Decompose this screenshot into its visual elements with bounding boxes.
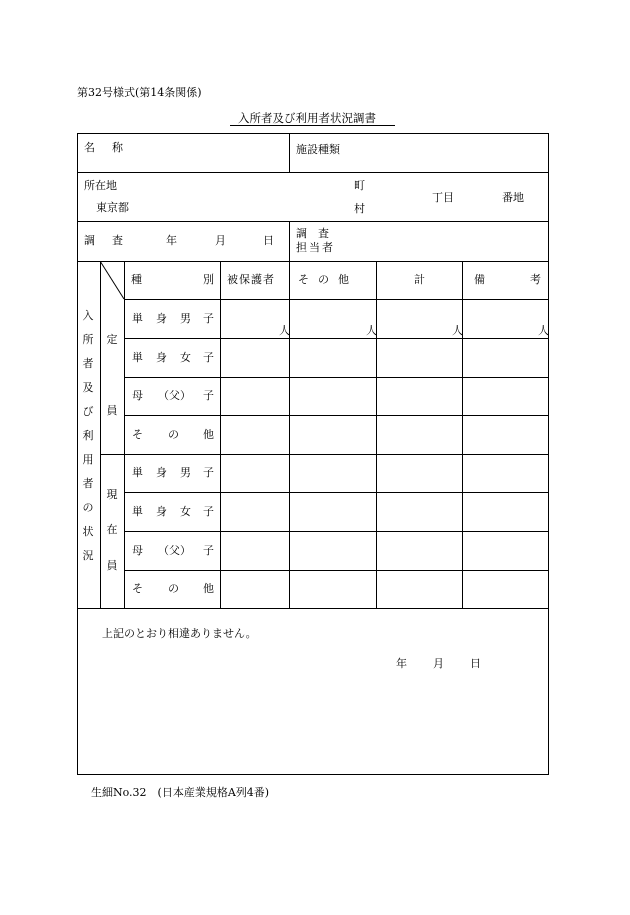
current-label-char: 在 [106, 523, 118, 536]
machi-label: 町 [354, 179, 365, 192]
side-label-char: 及 [82, 381, 94, 394]
table-group-line [100, 454, 549, 455]
side-label-char: 者 [82, 477, 94, 490]
city-prefecture: 東京都 [96, 201, 129, 214]
table-row-line [124, 531, 549, 532]
facility-type-label: 施設種類 [296, 143, 340, 156]
certification-day: 日 [470, 657, 481, 670]
table-row-line [124, 338, 549, 339]
table-bottom-line [77, 608, 549, 609]
unit-other: 人 [366, 324, 377, 337]
table-row-line [124, 492, 549, 493]
side-label-char: の [82, 501, 94, 514]
document-title: 入所者及び利用者状況調書 [238, 111, 376, 125]
col-divider-remarks [462, 261, 463, 608]
side-label-divider [100, 261, 101, 608]
footer-note: 生細No.32 (日本産業規格A列4番) [91, 786, 270, 799]
side-label-char: 入 [82, 309, 94, 322]
group-label-divider [124, 261, 125, 608]
table-row-line [124, 570, 549, 571]
side-label-char: 者 [82, 357, 94, 370]
unit-remarks: 人 [538, 324, 549, 337]
survey-month: 月 [215, 234, 226, 247]
header-remarks-1: 備 [474, 273, 485, 286]
row-line-1 [77, 172, 549, 173]
side-label-char: 状 [82, 525, 94, 538]
unit-total: 人 [452, 324, 463, 337]
table-row-line [124, 377, 549, 378]
name-label: 名 称 [84, 141, 126, 154]
header-type-2: 別 [203, 273, 214, 286]
header-total: 計 [414, 273, 425, 286]
survey-day: 日 [263, 234, 274, 247]
row-line-3 [77, 261, 549, 262]
row-line-2 [77, 221, 549, 222]
form-number: 第32号様式(第14条関係) [77, 86, 202, 99]
name-divider [289, 133, 290, 172]
side-label-char: 況 [82, 549, 94, 562]
current-label-char: 現 [106, 488, 118, 501]
table-header-line [124, 299, 549, 300]
side-label-char: 利 [82, 429, 94, 442]
header-other: その他 [298, 273, 358, 286]
surveyor-label-2: 担当者 [296, 241, 335, 254]
certification-year: 年 [396, 657, 407, 670]
mura-label: 村 [354, 202, 365, 215]
surveyor-label-1: 調 査 [296, 227, 329, 240]
certification-statement: 上記のとおり相違ありません。 [102, 627, 257, 640]
col-divider-total [376, 261, 377, 608]
survey-divider [289, 221, 290, 261]
certification-month: 月 [433, 657, 444, 670]
title-underline [230, 125, 395, 126]
banchi-label: 番地 [502, 191, 524, 204]
chome-label: 丁目 [432, 191, 454, 204]
side-label-char: び [82, 405, 94, 418]
current-label-char: 員 [106, 559, 118, 572]
header-type-1: 種 [131, 273, 142, 286]
col-divider-welfare [220, 261, 221, 608]
col-divider-other [289, 261, 290, 608]
location-label: 所在地 [84, 179, 117, 192]
side-label-char: 用 [82, 453, 94, 466]
header-welfare: 被保護者 [227, 273, 275, 286]
header-remarks-2: 考 [530, 273, 541, 286]
corner-diagonal [100, 261, 125, 300]
side-label-char: 所 [82, 333, 94, 346]
capacity-label-char: 員 [106, 404, 118, 417]
capacity-label-char: 定 [106, 333, 118, 346]
table-row-line [124, 415, 549, 416]
survey-date-label: 調 査 [84, 234, 126, 247]
unit-welfare: 人 [279, 324, 290, 337]
survey-year: 年 [166, 234, 177, 247]
